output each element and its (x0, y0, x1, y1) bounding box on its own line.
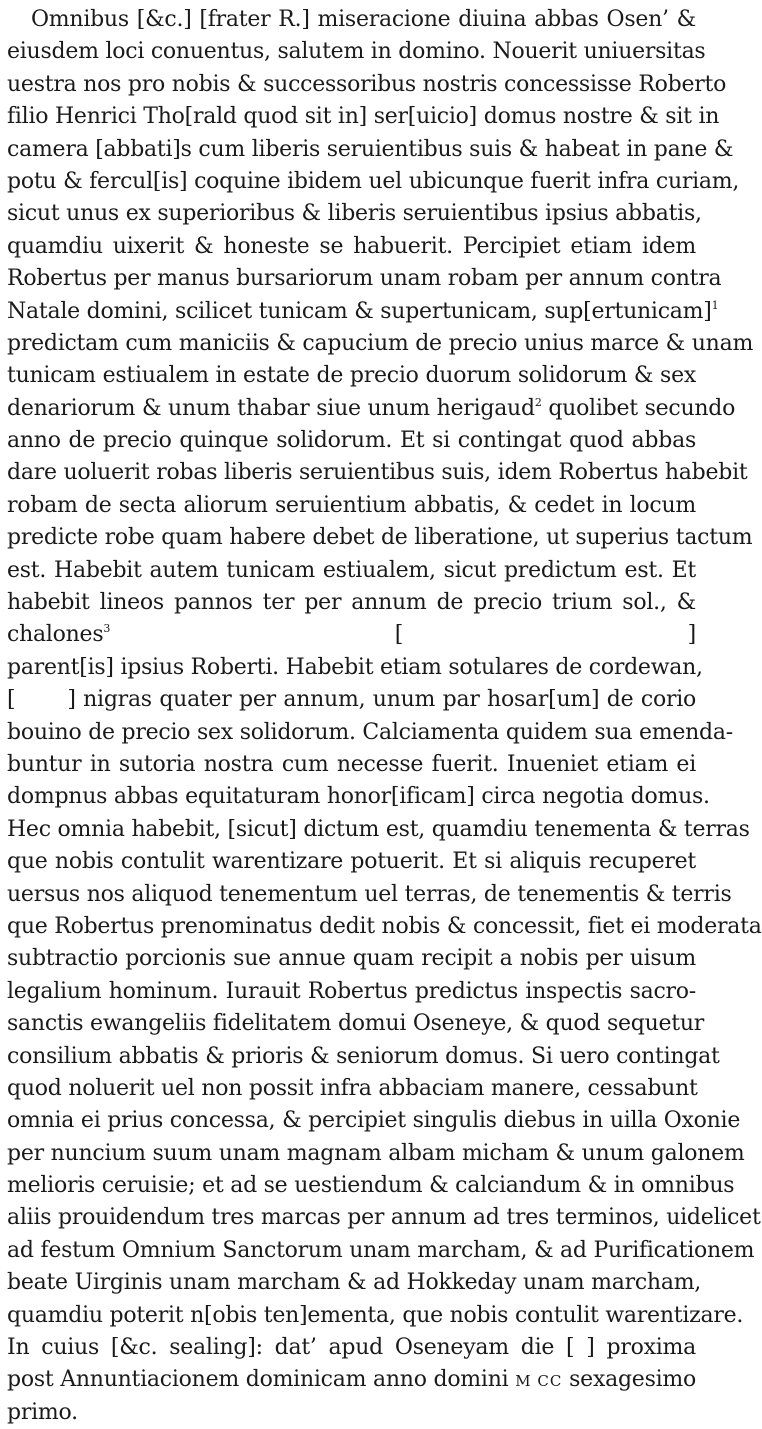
text-line: uersus nos aliquod tenementum uel terras, de tenementis & terris (7, 881, 732, 907)
text-line: habebit lineos pannos ter per annum de precio trium sol., & (7, 590, 696, 616)
footnote-marker: 2 (534, 395, 542, 409)
text-line: parent[is] ipsius Roberti. Habebit etiam sotulares de cordewan, (7, 654, 703, 680)
text-line: dare uoluerit robas liberis seruientibus suis, idem Robertus habebit (7, 460, 748, 486)
text-segment: chalones (7, 622, 104, 648)
text-line: ad festum Omnium Sanctorum unam marcham, & ad Purificationem (7, 1237, 755, 1263)
text-line (7, 1364, 696, 1396)
text-line: filio Henrici Tho[rald quod sit in] ser[uicio] domus nostre & sit in (7, 104, 720, 130)
text-line: primo. (7, 1399, 78, 1425)
text-line: consilium abbatis & prioris & seniorum domus. Si uero contingat (7, 1043, 720, 1069)
text-line (7, 1332, 696, 1364)
text-line: quamdiu uixerit & honeste se habuerit. Percipiet etiam idem (7, 233, 696, 259)
text-line: melioris ceruisie; et ad se uestiendum & calciandum & in omnibus (7, 1173, 735, 1199)
lacuna-open-bracket: [ (394, 622, 404, 648)
text-line: sicut unus ex superioribus & liberis seruientibus ipsius abbatis, (7, 201, 702, 227)
text-line: que nobis contulit warentizare potuerit. Et si aliquis recuperet (7, 849, 696, 875)
text-line: est. Habebit autem tunicam estiualem, sicut predictum est. Et (7, 557, 696, 583)
text-line: bouino de precio sex solidorum. Calciamenta quidem sua emenda- (7, 719, 733, 745)
text-segment: ] proxima (586, 1335, 697, 1361)
text-line: dompnus abbas equitaturam honor[ificam] circa negotia domus. (7, 784, 710, 810)
text-line: omnia ei prius concessa, & percipiet singulis diebus in uilla Oxonie (7, 1108, 741, 1134)
text-segment: quolibet secundo (548, 395, 736, 421)
text-line (7, 393, 736, 425)
text-line: buntur in sutoria nostra cum necesse fuerit. Inueniet etiam ei (7, 751, 696, 777)
text-line: aliis prouidendum tres marcas per annum ad tres terminos, uidelicet (7, 1205, 761, 1231)
text-line: quamdiu poterit n[obis ten]ementa, que nobis contulit warentizare. (7, 1302, 744, 1328)
text-line (7, 619, 696, 651)
footnote-marker: 1 (711, 298, 719, 312)
text-segment: ] nigras quater per annum, unum par hosar[um] de corio (67, 687, 696, 713)
text-line: camera [abbati]s cum liberis seruientibus suis & habeat in pane & (7, 136, 734, 162)
text-line: per nuncium suum unam magnam albam micham & unum galonem (7, 1140, 745, 1166)
text-line: predicte robe quam habere debet de liberatione, ut superius tactum (7, 525, 753, 551)
text-line: Robertus per manus bursariorum unam robam per annum contra (7, 266, 722, 292)
text-segment: post Annuntiacionem dominicam anno domini (7, 1367, 509, 1393)
text-line: tunicam estiualem in estate de precio duorum solidorum & sex (7, 363, 696, 389)
text-line: legalium hominum. Iurauit Robertus predictus inspectis sacro- (7, 978, 696, 1004)
text-line: uestra nos pro nobis & successoribus nostris concessisse Roberto (7, 71, 727, 97)
text-line: subtractio porcionis sue annue quam recipit a nobis per uisum (7, 946, 696, 972)
roman-numeral-year: M CC (515, 1372, 563, 1391)
text-line: potu & fercul[is] coquine ibidem uel ubicunque fuerit infra curiam, (7, 168, 740, 194)
text-segment: sexagesimo (569, 1367, 697, 1393)
text-segment: In cuius [&c. sealing]: dat’ apud Oseneyam die [ (7, 1335, 575, 1361)
text-line: eiusdem loci conuentus, salutem in domino. Nouerit uniuersitas (7, 39, 706, 65)
text-line: quod noluerit uel non possit infra abbaciam manere, cessabunt (7, 1075, 698, 1101)
text-line (7, 296, 719, 328)
lacuna-open-bracket: [ (7, 687, 16, 713)
lacuna-close-bracket: ] (687, 622, 696, 648)
text-line: anno de precio quinque solidorum. Et si contingat quod abbas (7, 428, 696, 454)
text-line: Hec omnia habebit, [sicut] dictum est, quamdiu tenementa & terras (7, 816, 750, 842)
text-line: que Robertus prenominatus dedit nobis & concessit, fiet ei moderata (7, 913, 762, 939)
text-segment: denariorum & unum thabar siue unum herigaud (7, 395, 535, 421)
text-line: Omnibus [&c.] [frater R.] miseracione diuina abbas Osen’ & (31, 7, 696, 32)
text-line: robam de secta aliorum seruientium abbatis, & cedet in locum (7, 492, 696, 518)
text-line (7, 684, 696, 716)
text-line: predictam cum maniciis & capucium de precio unius marce & unam (7, 330, 754, 356)
footnote-marker: 3 (103, 622, 111, 636)
text-line: sanctis ewangeliis fidelitatem domui Oseneye, & quod sequetur (7, 1011, 705, 1037)
text-segment: Natale domini, scilicet tunicam & supertunicam, sup[ertunicam] (7, 298, 712, 324)
text-line: beate Uirginis unam marcham & ad Hokkeday unam marcham, (7, 1270, 702, 1296)
